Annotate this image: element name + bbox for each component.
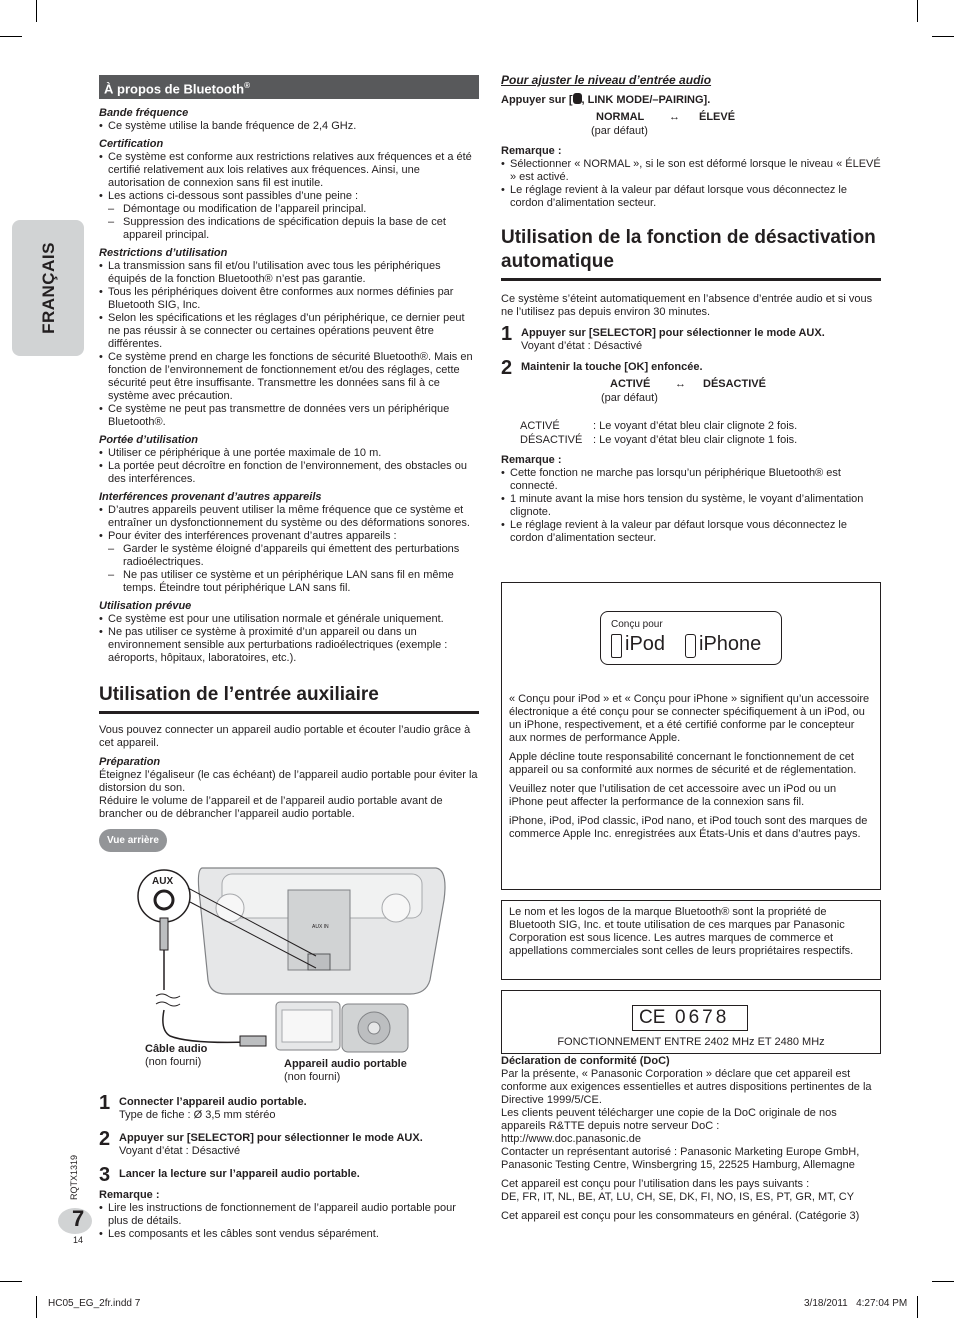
list-item: • Selon les spécifications et les réglages d’un périphérique, ce dernier peut ne pas réussir à se connecter ou certaines opérations peuvent être différentes. [99, 312, 479, 351]
step-instruction: Connecter l’appareil audio portable. [119, 1096, 307, 1108]
cable-label-sub: (non fourni) [145, 1056, 202, 1068]
ipod-paragraph: iPhone, iPod, iPod classic, iPod nano, et iPod touch sont des marques de commerce Apple Inc. enregistrées aux États-Unis et dans d’autres pays. [509, 815, 868, 840]
list-item: • D’autres appareils peuvent utiliser la même fréquence que ce système et entraîner un dysfonctionnement du système ou des déformations sonores. [99, 504, 479, 530]
language-tab-label: FRANÇAIS [38, 242, 58, 334]
step-instruction: Appuyer sur [SELECTOR] pour sélectionner le mode AUX. [119, 1132, 423, 1144]
input-level-options [501, 111, 881, 141]
auto-remark-title: Remarque : [501, 454, 562, 466]
list-item: • 1 minute avant la mise hors tension du système, le voyant d’alimentation clignote. [501, 493, 881, 519]
cable-label-title: Câble audio [145, 1043, 208, 1055]
ipod-icon [611, 634, 622, 658]
list-item: • Ce système ne peut pas transmettre de données vers un périphérique Bluetooth®. [99, 403, 479, 429]
aux-heading: Utilisation de l’entrée auxiliaire [99, 683, 479, 714]
page-number: 7 [72, 1206, 85, 1231]
prep-text-2: Réduire le volume de l’appareil et de l’appareil audio portable avant de brancher ou de débrancher l’appareil audio portable. [99, 795, 443, 821]
doc-paragraph: Cet appareil est conçu pour l’utilisation dans les pays suivants : [501, 1178, 810, 1190]
doc-paragraph: Les clients peuvent télécharger une copie de la DoC originale de nos appareils R&TTE depuis notre serveur DoC : [501, 1107, 837, 1132]
right-column [501, 72, 881, 545]
step-detail: Voyant d’état : Désactivé [521, 340, 643, 352]
logo-iphone-text: iPhone [699, 633, 762, 655]
interference-title: Interférences provenant d’autres appareils [99, 491, 322, 504]
aux-socket [308, 954, 330, 970]
list-item: • Cette fonction ne marche pas lorsqu’un périphérique Bluetooth® est connecté. [501, 467, 881, 493]
left-column [99, 75, 479, 852]
ipod-paragraph: « Conçu pour iPod » et « Conçu pour iPhone » signifient qu’un accessoire électronique a été conçu pour se connecter spécifiquement à un iPod, ou un iPhone, respectivement, et a été certifié conforme par le concepteur aux normes de performance Apple. [509, 693, 870, 744]
freq-title: Bande fréquence [99, 107, 189, 120]
doc-title: Déclaration de conformité (DoC) [501, 1055, 670, 1067]
default-note: (par défaut) [591, 125, 648, 137]
crop-mark [36, 0, 37, 22]
crop-mark [917, 0, 918, 22]
player-wheel-center [368, 1022, 380, 1034]
bluetooth-trademark-box [501, 900, 881, 980]
ce-code: 0678 [675, 1007, 730, 1028]
prep-title: Préparation [99, 756, 161, 769]
list-item: • Ne pas utiliser ce système à proximité d’un appareil ou dans un environnement sensible aux perturbations radioélectriques (exemple : aéroports, hôpitaux, laboratoires, etc.). [99, 626, 479, 665]
declaration-of-conformity [501, 1055, 881, 1223]
bluetooth-icon [573, 93, 582, 104]
doc-paragraph: Contacter un représentant autorisé : Panasonic Marketing Europe GmbH, Panasonic Testing Centre, Winsbergring 15, 22525 Hamburg, Allemagne [501, 1146, 860, 1171]
iphone-icon [685, 634, 696, 658]
crop-mark [932, 36, 954, 37]
step-instruction: Lancer la lecture sur l’appareil audio portable. [119, 1168, 360, 1180]
rear-view-label: Vue arrière [99, 829, 167, 852]
prep-text-1: Éteignez l’égaliseur (le cas échéant) de l’appareil audio portable pour éviter la distorsion du son. [99, 769, 478, 795]
crop-mark [36, 1296, 37, 1318]
option-normal: NORMAL [596, 111, 645, 123]
cable-label [145, 1043, 207, 1069]
state-inactive-label: DÉSACTIVÉ [520, 434, 583, 446]
cable-plug [240, 1036, 266, 1046]
list-item: – Garder le système éloigné d’appareils qui émettent des perturbations radioélectriques. [99, 543, 479, 569]
logo-ipod-text: iPod [625, 633, 666, 655]
state-active-text: : Le voyant d’état bleu clair clignote 2 fois. [593, 420, 798, 432]
option-desactive: DÉSACTIVÉ [703, 378, 766, 390]
aux-intro: Vous pouvez connecter un appareil audio portable et écouter l’audio grâce à cet appareil. [99, 724, 471, 750]
list-item: • Utiliser ce périphérique à une portée maximale de 10 m. [99, 447, 479, 460]
step-number: 2 [501, 357, 513, 379]
bluetooth-heading: À propos de Bluetooth® [99, 75, 479, 99]
doc-countries: DE, FR, IT, NL, BE, AT, LU, CH, SE, DK, FI, NO, IS, ES, PT, GR, MT, CY [501, 1191, 855, 1203]
step-detail: Voyant d’état : Désactivé [119, 1145, 241, 1157]
doc-paragraph: Par la présente, « Panasonic Corporation » déclare que cet appareil est conforme aux exigences essentielles et autres dispositions pertinentes de la Directive 1999/5/CE. [501, 1068, 872, 1106]
auto-off-intro: Ce système s’éteint automatiquement en l’absence d’entrée audio et si vous ne l’utilisez pas depuis environ 30 minutes. [501, 293, 873, 318]
step-1 [99, 1092, 479, 1122]
player-screen [282, 1010, 332, 1042]
step-number: 1 [501, 323, 513, 345]
doc-url: http://www.doc.panasonic.de [501, 1133, 642, 1145]
cable-break [156, 994, 180, 1006]
step-number: 1 [99, 1092, 111, 1114]
crop-mark [0, 1281, 22, 1282]
list-item: • Ce système est conforme aux restrictions relatives aux fréquences et a été certifié relativement aux lois relatives aux fréquences. Ainsi, une autorisation de connexion sans fil est inutile. [99, 151, 479, 190]
step-number: 2 [99, 1128, 111, 1150]
doc-paragraph: Cet appareil est conçu pour les consommateurs en général. (Catégorie 3) [501, 1210, 860, 1222]
step-3 [99, 1164, 479, 1186]
page-sub-number: 14 [73, 1235, 84, 1245]
footer-file: HC05_EG_2fr.indd 7 [48, 1298, 141, 1309]
frequency-range: FONCTIONNEMENT ENTRE 2402 MHz ET 2480 MHz [557, 1036, 825, 1048]
auto-off-heading: Utilisation de la fonction de désactivation automatique [501, 226, 881, 281]
list-item: • Le réglage revient à la valeur par défaut lorsque vous déconnectez le cordon d’alimentation secteur. [501, 519, 881, 545]
list-item: • Tous les périphériques doivent être conformes aux normes définies par Bluetooth SIG, Inc. [99, 286, 479, 312]
list-item: • La portée peut décroître en fonction de l’environnement, des obstacles ou des interférences. [99, 460, 479, 486]
ce-mark [632, 1005, 748, 1031]
list-item: • Les actions ci-dessous sont passibles d’une peine : [99, 190, 479, 203]
aux-remark-title: Remarque : [99, 1189, 160, 1201]
aux-jack-icon [155, 891, 173, 909]
aux-steps [99, 1092, 479, 1241]
logo-top-text: Conçu pour [611, 619, 663, 630]
step-instruction: Appuyer sur [SELECTOR] pour sélectionner le mode AUX. [521, 327, 825, 339]
auto-off-states [520, 420, 881, 450]
list-item: – Suppression des indications de spécification depuis la base de cet appareil principal. [99, 216, 479, 242]
ipod-notice-text [509, 693, 871, 841]
doc-code: RQTX1319 [69, 1154, 79, 1200]
made-for-ipod-logo [600, 611, 782, 665]
state-active-label: ACTIVÉ [520, 420, 560, 432]
ipod-paragraph: Veuillez noter que l’utilisation de cet accessoire avec un iPod ou un iPhone peut affecter la performance de la connexion sans fil. [509, 783, 837, 808]
step-number: 3 [99, 1164, 111, 1186]
input-level-instruction: Appuyer sur [ , LINK MODE/–PAIRING]. [501, 94, 711, 106]
auto-step-1 [501, 323, 881, 353]
player-label-sub: (non fourni) [284, 1071, 341, 1083]
list-item: – Ne pas utiliser ce système et un périphérique LAN sans fil en même temps. Éteindre tout périphérique LAN sans fil. [99, 569, 479, 595]
step-detail: Type de fiche : Ø 3,5 mm stéréo [119, 1109, 276, 1121]
list-item: • Sélectionner « NORMAL », si le son est déformé lorsque le niveau « ÉLEVÉ » est activé. [501, 158, 881, 184]
auto-off-options [501, 378, 881, 420]
step-instruction: Maintenir la touche [OK] enfoncée. [521, 361, 703, 373]
cert-title: Certification [99, 138, 164, 151]
footer-timestamp: 3/18/2011 4:27:04 PM [804, 1298, 908, 1309]
list-item: • Le réglage revient à la valeur par défaut lorsque vous déconnectez le cordon d’alimentation secteur. [501, 184, 881, 210]
use-title: Utilisation prévue [99, 600, 192, 613]
auto-step-2 [501, 357, 881, 379]
step-2 [99, 1128, 479, 1158]
crop-mark [932, 1281, 954, 1282]
list-item: • La transmission sans fil et/ou l’utilisation avec tous les périphériques équipés de la fonction Bluetooth® n’est pas garantie. [99, 260, 479, 286]
input-level-title: Pour ajuster le niveau d’entrée audio [501, 73, 712, 87]
toggle-arrow-icon: ↔ [675, 378, 686, 390]
cable-plug [160, 918, 168, 950]
default-note: (par défaut) [601, 392, 658, 404]
crop-mark [0, 36, 22, 37]
list-item: • Pour éviter des interférences provenant d’autres appareils : [99, 530, 479, 543]
range-title: Portée d’utilisation [99, 434, 199, 447]
list-item: – Démontage ou modification de l’appareil principal. [99, 203, 479, 216]
player-label [284, 1058, 407, 1084]
crop-mark [917, 1296, 918, 1318]
player-label-title: Appareil audio portable [284, 1058, 407, 1070]
input-remark-title: Remarque : [501, 145, 562, 157]
speaker-grille-right [382, 894, 410, 922]
list-item: • Ce système est pour une utilisation normale et générale uniquement. [99, 613, 479, 626]
bluetooth-trademark-text: Le nom et les logos de la marque Bluetooth® sont la propriété de Bluetooth SIG, Inc. et toute utilisation de ces marques par Panasonic Corporation est sous licence. Les autres marques de commerce et appellations commerciales sont celles de leurs propriétaires respectifs. [509, 906, 854, 957]
list-item: • Les composants et les câbles sont vendus séparément. [99, 1228, 479, 1241]
list-item: • Lire les instructions de fonctionnement de l’appareil audio portable pour plus de détails. [99, 1202, 479, 1228]
device-aux-in-label: AUX IN [312, 924, 329, 930]
toggle-arrow-icon: ↔ [669, 111, 680, 123]
restrictions-title: Restrictions d’utilisation [99, 247, 228, 260]
list-item: • Ce système utilise la bande fréquence de 2,4 GHz. [99, 120, 479, 133]
ce-box [501, 990, 881, 1054]
ce-mark-icon: CE [639, 1007, 666, 1028]
option-active: ACTIVÉ [610, 378, 651, 390]
state-inactive-text: : Le voyant d’état bleu clair clignote 1 fois. [593, 434, 798, 446]
ipod-notice-box [501, 582, 881, 890]
language-tab [12, 220, 84, 356]
ipod-paragraph: Apple décline toute responsabilité concernant le fonctionnement de cet appareil ou sa conformité aux normes de sécurité et de réglementation. [509, 751, 857, 776]
list-item: • Ce système prend en charge les fonctions de sécurité Bluetooth®. Mais en fonction de l’environnement de fonctionnement et/ou des réglages, cette sécurité peut être insuffisante. Transmettre les données sans fil à ce système avec précaution. [99, 351, 479, 403]
option-eleve: ÉLEVÉ [699, 111, 736, 123]
aux-callout-label: AUX [152, 876, 174, 887]
